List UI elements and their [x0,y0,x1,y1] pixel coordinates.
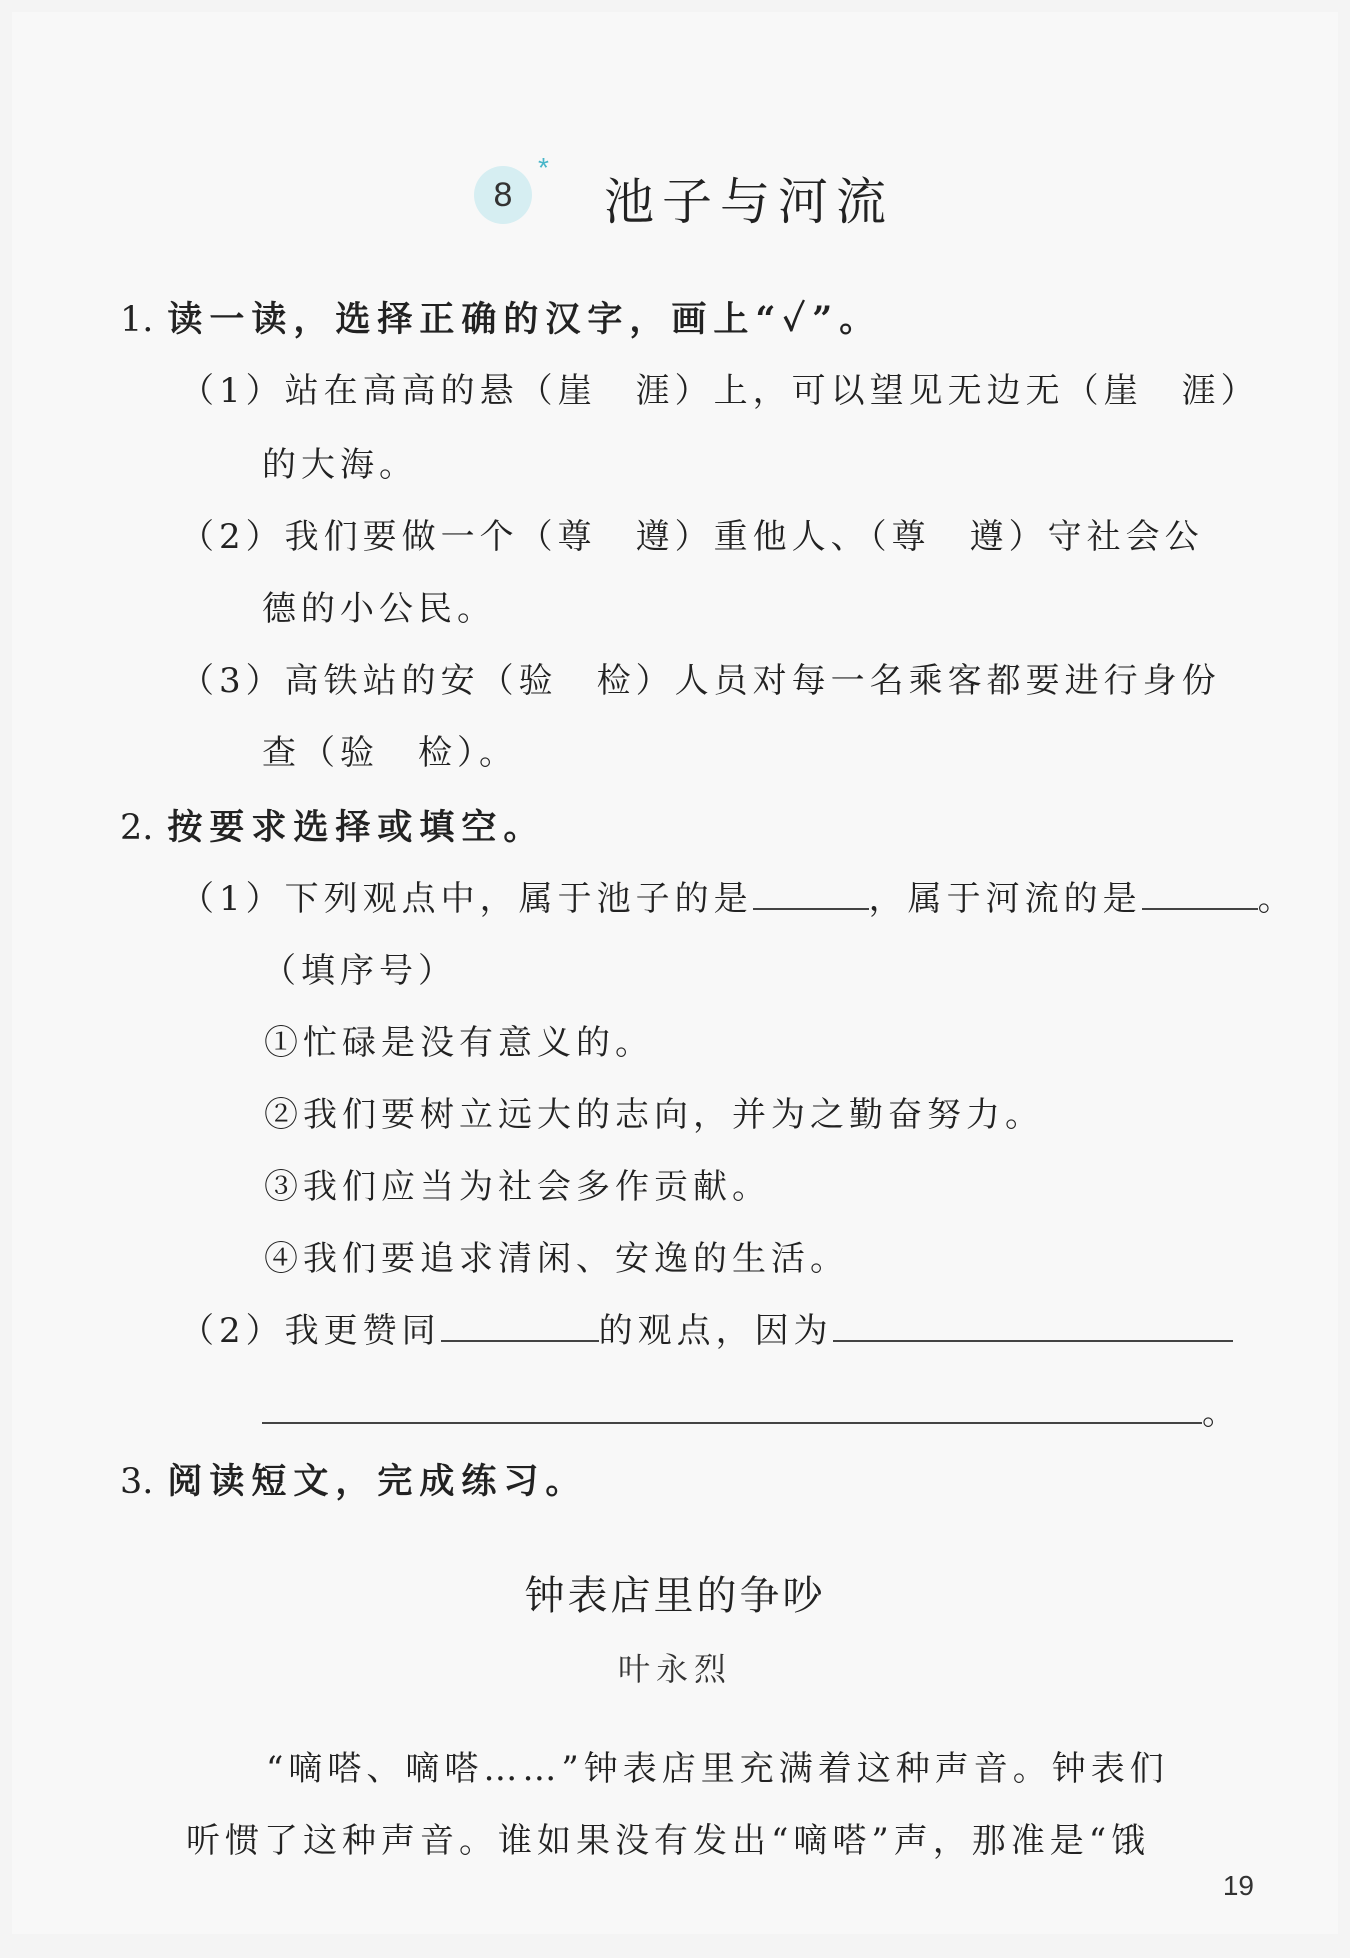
essay-title: 钟表店里的争吵 [524,1573,826,1619]
question-2-heading [120,807,546,848]
q2-item-2-text-b: 的观点，因为 [598,1311,833,1351]
question-2-text: 按要求选择或填空。 [167,807,546,848]
q1-item-1-line-1: （1）站在高高的悬（崖 涯）上，可以望见无边无（崖 涯） [180,371,1260,411]
q1-item-1-line-2: 的大海。 [262,445,418,485]
option-1: ①忙碌是没有意义的。 [264,1023,654,1063]
q2-item-2-line [180,1311,1233,1351]
workbook-page [12,12,1338,1934]
q2-item-1-line [180,879,1297,919]
q1-item-3-line-1: （3）高铁站的安（验 检）人员对每一名乘客都要进行身份 [180,661,1221,701]
river-answer-blank[interactable] [1142,907,1258,910]
q2-item-1-text-c: 。 [1257,879,1297,919]
essay-paragraph-line-2: 听惯了这种声音。谁如果没有发出“嘀嗒”声，那准是“饿 [186,1821,1151,1861]
lesson-header [12,152,1338,242]
q1-item-3-line-2: 查（验 检）。 [262,733,518,773]
q2-item-1-text-b: ，属于河流的是 [868,879,1142,919]
optional-lesson-star-icon: * [538,152,549,183]
essay-author: 叶永烈 [617,1650,732,1688]
pond-answer-blank[interactable] [753,907,869,910]
question-3-text: 阅读短文，完成练习。 [167,1461,588,1502]
reason-answer-blank-1[interactable] [833,1339,1233,1342]
lesson-title: 池子与河流 [604,173,894,231]
essay-paragraph-line-1: “嘀嗒、嘀嗒……”钟表店里充满着这种声音。钟表们 [266,1749,1169,1789]
question-3-number: 3. [120,1462,154,1502]
question-3-heading [120,1461,588,1502]
question-1-heading [120,299,882,340]
question-2-number: 2. [120,808,154,848]
question-1-number: 1. [120,300,154,340]
q2-item-1-note: （填序号） [262,951,457,991]
q2-item-2-continuation [262,1393,1241,1433]
option-3: ③我们应当为社会多作贡献。 [264,1167,771,1207]
q2-item-1-text-a: （1）下列观点中，属于池子的是 [180,879,753,919]
q1-item-2-line-2: 德的小公民。 [262,589,496,629]
page-number: 19 [1222,1870,1254,1901]
option-2: ②我们要树立远大的志向，并为之勤奋努力。 [264,1095,1044,1135]
reason-answer-blank-2[interactable] [262,1421,1202,1424]
agree-answer-blank[interactable] [441,1339,599,1342]
question-1-text: 读一读，选择正确的汉字，画上“✓”。 [167,299,882,340]
q1-item-2-line-1: （2）我们要做一个（尊 遵）重他人、（尊 遵）守社会公 [180,517,1204,557]
lesson-number-badge: 8 [474,166,532,224]
option-4: ④我们要追求清闲、安逸的生活。 [264,1239,849,1279]
q2-item-2-end: 。 [1202,1393,1241,1433]
q2-item-2-text-a: （2）我更赞同 [180,1311,441,1351]
